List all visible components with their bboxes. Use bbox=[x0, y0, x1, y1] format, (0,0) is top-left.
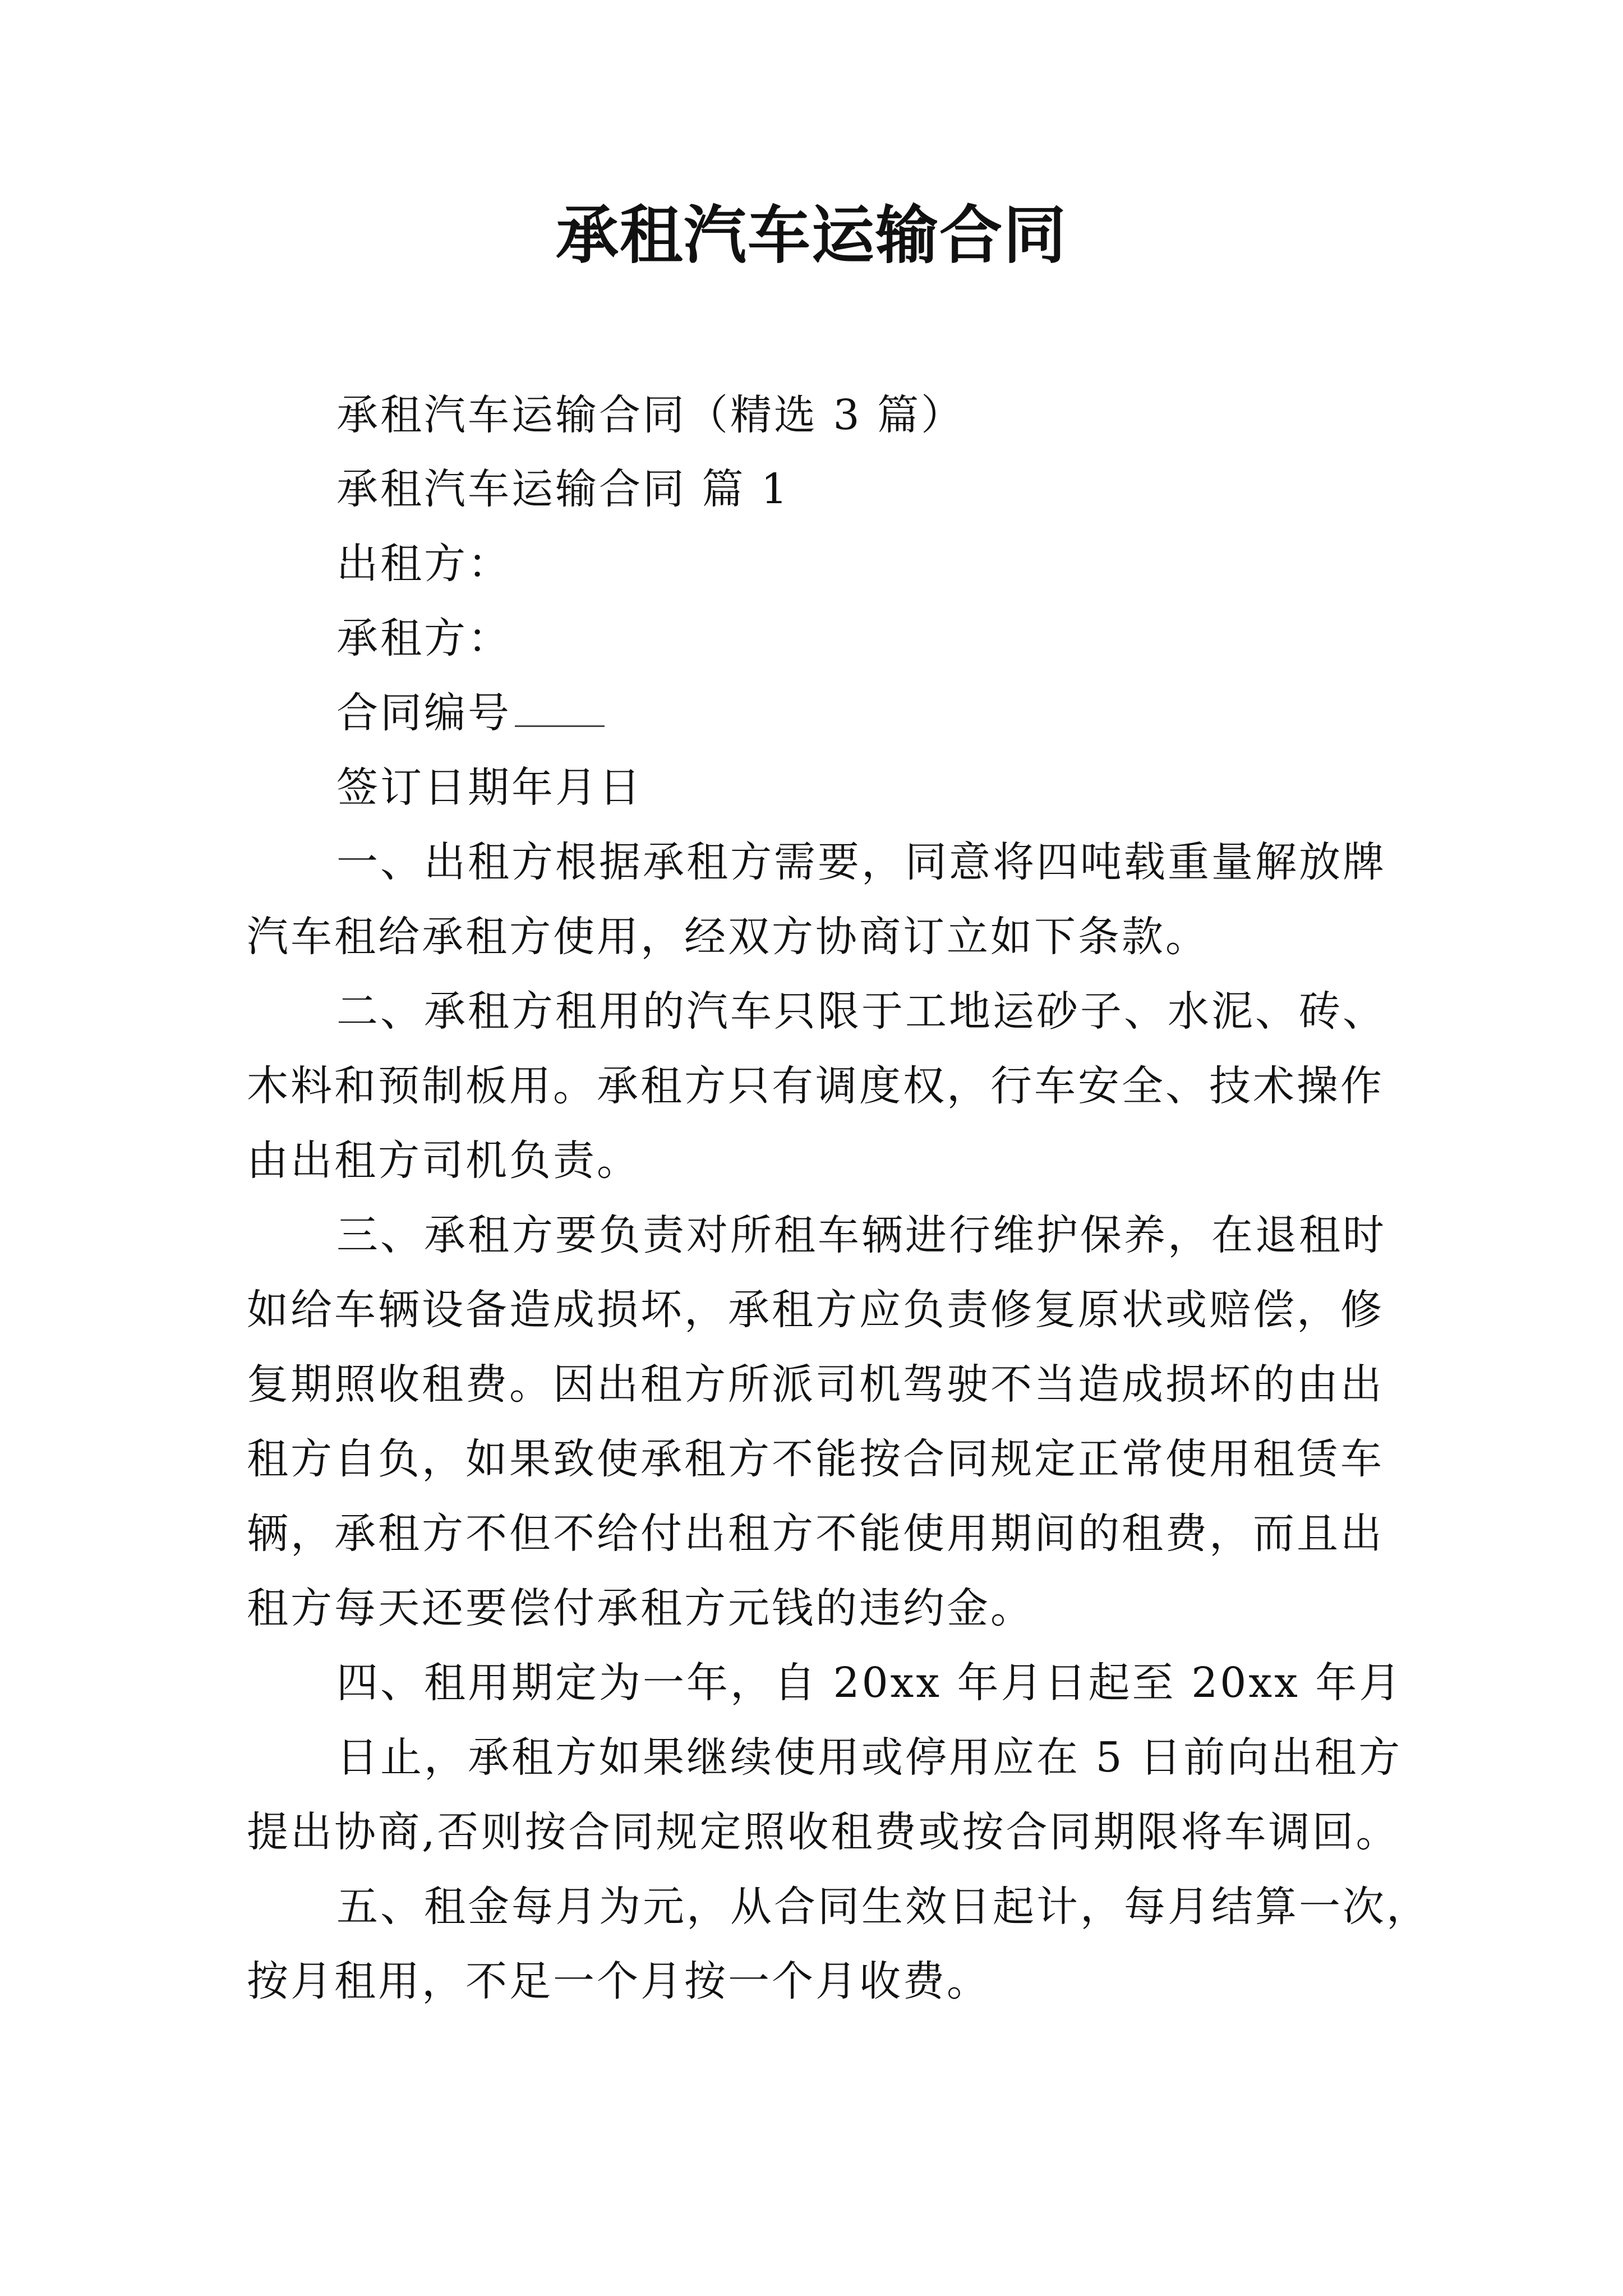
lessor-label: 出租方： bbox=[336, 540, 511, 588]
clause-2-line-3: 由出租方司机负责。 bbox=[247, 1137, 640, 1185]
clause-2-line-1: 二、承租方租用的汽车只限于工地运砂子、水泥、砖、 bbox=[336, 987, 1386, 1036]
clause-3-line-1: 三、承租方要负责对所租车辆进行维护保养，在退租时 bbox=[336, 1211, 1386, 1259]
lessee-label: 承租方： bbox=[336, 614, 511, 662]
clause-3-line-3: 复期照收租费。因出租方所派司机驾驶不当造成损坏的由出 bbox=[247, 1360, 1384, 1409]
clause-5-line-2: 按月租用，不足一个月按一个月收费。 bbox=[247, 1957, 990, 2005]
signing-date-line: 签订日期年月日 bbox=[336, 763, 643, 812]
contract-number-label: 合同编号 bbox=[336, 689, 511, 737]
contract-number-blank bbox=[515, 686, 605, 727]
clause-4-line-1: 四、租用期定为一年，自 20xx 年月日起至 20xx 年月 bbox=[336, 1659, 1403, 1707]
clause-1-line-1: 一、出租方根据承租方需要，同意将四吨载重量解放牌 bbox=[336, 838, 1386, 886]
clause-4-line-3: 提出协商,否则按合同规定照收租费或按合同期限将车调回。 bbox=[247, 1808, 1400, 1856]
clause-3-line-4: 租方自负，如果致使承租方不能按合同规定正常使用租赁车 bbox=[247, 1435, 1384, 1483]
clause-4-line-2: 日止，承租方如果继续使用或停用应在 5 日前向出租方 bbox=[336, 1733, 1403, 1782]
clause-5-line-1: 五、租金每月为元，从合同生效日起计，每月结算一次， bbox=[336, 1883, 1430, 1931]
section-heading: 承租汽车运输合同 篇 1 bbox=[336, 465, 790, 513]
contract-number-line bbox=[336, 685, 605, 741]
clause-3-line-2: 如给车辆设备造成损坏，承租方应负责修复原状或赔偿，修 bbox=[247, 1286, 1384, 1334]
subtitle-line: 承租汽车运输合同（精选 3 篇） bbox=[336, 391, 965, 439]
clause-3-line-5: 辆，承租方不但不给付出租方不能使用期间的租费，而且出 bbox=[247, 1510, 1384, 1558]
clause-1-line-2: 汽车租给承租方使用，经双方协商订立如下条款。 bbox=[247, 913, 1209, 961]
document-title: 承租汽车运输合同 bbox=[556, 199, 1067, 272]
clause-3-line-6: 租方每天还要偿付承租方元钱的违约金。 bbox=[247, 1584, 1034, 1632]
clause-2-line-2: 木料和预制板用。承租方只有调度权，行车安全、技术操作 bbox=[247, 1062, 1384, 1110]
